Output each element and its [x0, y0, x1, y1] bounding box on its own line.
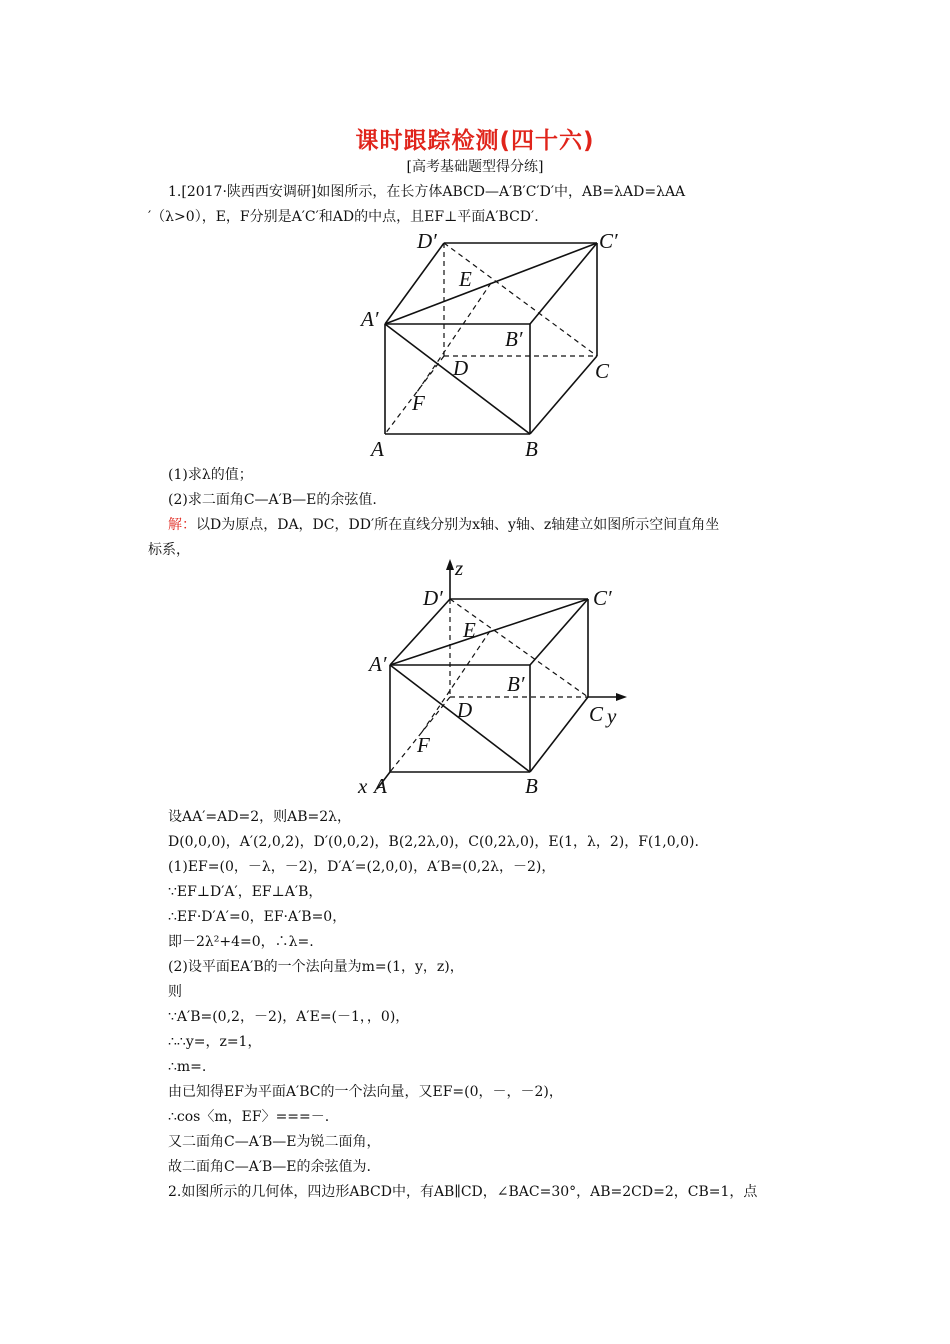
solution-line: 故二面角C—A′B—E的余弦值为.	[168, 1159, 371, 1175]
solution-line: ∵A′B=(0,2，－2)，A′E=(－1，，0)，	[168, 1009, 410, 1025]
label-a: A	[374, 774, 387, 798]
label-y-axis: y	[607, 704, 617, 728]
solution-line: 又二面角C—A′B—E为锐二面角，	[168, 1134, 381, 1150]
label-d-prime: D′	[417, 229, 437, 253]
label-d-prime: D′	[423, 586, 443, 610]
label-a-prime: A′	[361, 307, 379, 331]
question-2: (2)求二面角C—A′B—E的余弦值.	[168, 492, 377, 508]
problem1-line1: 1.[2017·陕西西安调研]如图所示，在长方体ABCD—A′B′C′D′中，AB=λAD=λAA	[168, 184, 686, 200]
solution-intro-line2: 标系，	[148, 542, 190, 558]
label-e: E	[459, 267, 472, 291]
cuboid-figure-2-with-axes	[355, 557, 630, 802]
solution-line: ∴∴y=，z=1，	[168, 1034, 262, 1050]
page-title: 课时跟踪检测(四十六)	[355, 128, 595, 154]
solution-intro-text: 以D为原点，DA，DC，DD′所在直线分别为x轴、y轴、z轴建立如图所示空间直角坐	[196, 517, 720, 533]
label-b: B	[525, 437, 538, 461]
label-z-axis: z	[455, 557, 464, 580]
solution-line: 则	[168, 984, 182, 1000]
label-a-prime: A′	[369, 652, 387, 676]
cuboid-figure-1	[355, 228, 625, 464]
label-b-prime: B′	[507, 672, 525, 696]
problem2-line1: 2.如图所示的几何体，四边形ABCD中，有AB∥CD，∠BAC=30°，AB=2CD=2，CB=1，点	[168, 1184, 758, 1200]
question-1: (1)求λ的值；	[168, 467, 253, 483]
solution-line: ∵EF⊥D′A′，EF⊥A′B，	[168, 884, 323, 900]
solution-line: D(0,0,0)，A′(2,0,2)，D′(0,0,2)，B(2,2λ,0)，C(0,2λ,0)，E(1，λ，2)，F(1,0,0).	[168, 834, 699, 850]
section-subtitle: [高考基础题型得分练]	[406, 159, 544, 175]
solution-line: (1)EF=(0，－λ，－2)，D′A′=(2,0,0)，A′B=(0,2λ，－2)，	[168, 859, 556, 875]
problem1-line2: ′（λ>0），E，F分别是A′C′和AD的中点，且EF⊥平面A′BCD′.	[148, 209, 539, 225]
label-f: F	[417, 733, 430, 757]
solution-line: ∴EF·D′A′=0，EF·A′B=0，	[168, 909, 347, 925]
z-axis-arrowhead	[446, 559, 454, 570]
solution-line: 即－2λ²+4=0，∴λ=.	[168, 934, 314, 950]
solution-line: 设AA′=AD=2，则AB=2λ，	[168, 809, 352, 825]
solution-line: 由已知得EF为平面A′BC的一个法向量，又EF=(0，－，－2)，	[168, 1084, 563, 1100]
label-c: C	[589, 702, 604, 726]
label-e: E	[463, 618, 476, 642]
label-d: D	[453, 356, 469, 380]
label-d: D	[457, 698, 473, 722]
label-b-prime: B′	[505, 327, 523, 351]
label-x-axis: x	[358, 774, 368, 798]
solution-line: ∴m=.	[168, 1059, 207, 1075]
solution-label: 解：	[168, 517, 196, 533]
label-c-prime: C′	[599, 229, 618, 253]
solution-intro	[168, 514, 719, 536]
label-c-prime: C′	[593, 586, 612, 610]
solution-line: ∴cos〈m，EF〉===－.	[168, 1109, 330, 1125]
label-a: A	[371, 437, 384, 461]
solution-line: (2)设平面EA′B的一个法向量为m=(1，y，z)，	[168, 959, 464, 975]
label-f: F	[412, 391, 425, 415]
y-axis-arrowhead	[616, 693, 627, 701]
label-c: C	[595, 359, 610, 383]
label-b: B	[525, 774, 538, 798]
